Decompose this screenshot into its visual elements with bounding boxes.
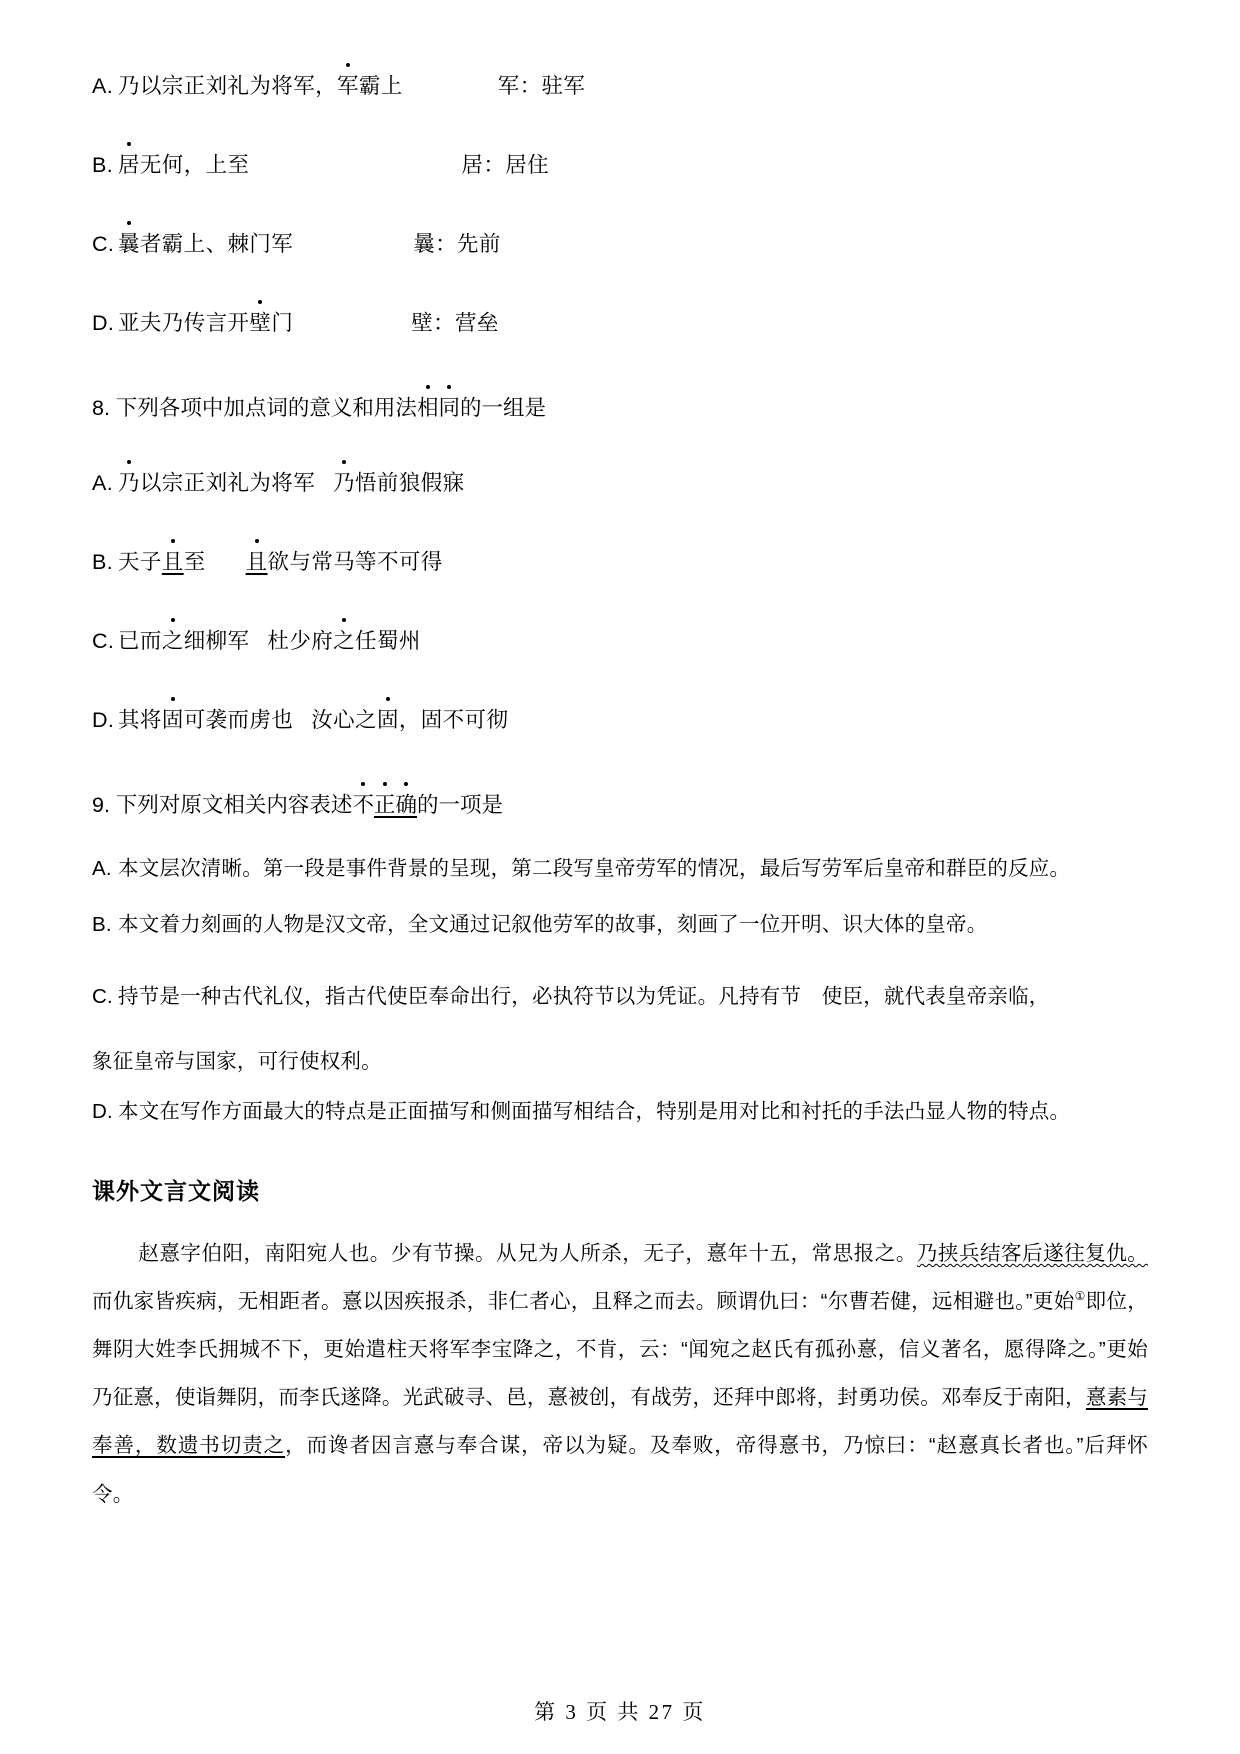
question9-stem-dotted-3: 确: [395, 791, 417, 820]
q8-d-left-pre: 其将: [118, 708, 162, 733]
q8-c-left-pre: 已而: [118, 629, 162, 654]
question8-number: 8.: [92, 396, 110, 421]
option-d-dotted-char: 壁: [249, 309, 271, 338]
passage-segment-4: 即位，舞阴大姓李氏拥城不下，更始遣柱天将军李宝降之，不肯，云：“闻宛之赵氏有孤孙憙，信义著名，愿得降之。”更始乃征憙，使诣舞阴，而李氏遂降。光武破寻、邑，憙被创，有战劳，还拜中郎将，封勇功侯。邓奉反于南阳，: [92, 1289, 1148, 1410]
option-a-text-after: 霸上: [358, 74, 403, 98]
question9-stem-dotted-2: 正: [374, 791, 396, 820]
question7-option-d: [92, 309, 1148, 338]
question7-option-c: [92, 230, 1148, 259]
passage-underlined-segment: 憙素与奉善，数遗书切责之: [92, 1386, 1148, 1458]
passage-footnote-marker: ①: [1074, 1289, 1086, 1304]
question9-option-d: [92, 1097, 1148, 1127]
question9-stem-before: 下列对原文相关内容表述: [115, 793, 353, 818]
q8-b-right-dotted: 且: [246, 548, 268, 577]
question8-option-list: [92, 469, 1148, 735]
question8-stem: [92, 394, 1148, 423]
option-label-d: D.: [92, 311, 115, 336]
passage-segment-1: 赵憙字伯阳，南阳宛人也。少有节操。从兄为人所杀，无子，憙年十五，常思报之。: [138, 1241, 917, 1265]
question9-option-list: [92, 854, 1148, 1127]
question8-stem-before: 下列各项中加点词的意义和用法: [115, 396, 417, 421]
passage-wavy-underlined-segment: 乃挟兵结客后遂往复仇。: [916, 1241, 1148, 1265]
q8-option-label-b: B.: [92, 550, 114, 575]
q9-option-b-text: 本文着力刻画的人物是汉文帝，全文通过记叙他劳军的故事，刻画了一位开明、识大体的皇帝。: [118, 912, 988, 936]
question8-option-c: [92, 627, 1148, 656]
question7-option-list: [92, 72, 1148, 338]
question7-option-a: [92, 72, 1148, 101]
q8-c-left-dotted: 之: [162, 627, 184, 656]
question8-option-d: [92, 706, 1148, 735]
q8-a-left-dotted: 乃: [118, 469, 140, 498]
q8-d-right-pre: 汝心之: [311, 708, 377, 733]
option-c-text-after: 者霸上、棘门军: [139, 232, 294, 257]
q8-option-label-d: D.: [92, 708, 115, 733]
question9-option-b: [92, 910, 1148, 940]
q9-option-d-text: 本文在写作方面最大的特点是正面描写和侧面描写相结合，特别是用对比和衬托的手法凸显人物的特点。: [118, 1100, 1071, 1124]
q8-c-left-rest: 细柳军: [183, 629, 250, 654]
option-b-gloss: 居：居住: [461, 153, 550, 178]
option-d-text-before: 亚夫乃传言开: [118, 311, 250, 336]
option-d-gloss: 壁：营垒: [411, 311, 499, 336]
passage-segment-6: ，而谗者因言憙与奉合谋，帝以为疑。及奉败，帝得憙书，乃惊曰：“赵憙真长者也。”后拜怀令。: [92, 1434, 1148, 1506]
section-heading-extracurricular-classical-reading: [92, 1173, 1148, 1206]
q8-b-left-rest: 至: [183, 550, 206, 575]
option-c-dotted-char: 曩: [118, 230, 140, 259]
q9-option-label-c: C.: [92, 984, 113, 1008]
question8-stem-dotted-2: 同: [438, 394, 460, 423]
q9-option-label-d: D.: [92, 1100, 113, 1124]
question9-stem-after: 的一项是: [416, 793, 503, 818]
q8-option-label-a: A.: [92, 471, 114, 496]
option-label-b: B.: [92, 153, 114, 178]
q8-b-left-dotted: 且: [162, 548, 184, 577]
q9-option-c-text-line2: 象征皇帝与国家，可行使权利。: [92, 1050, 382, 1074]
q8-a-left-rest: 以宗正刘礼为将军: [139, 471, 316, 496]
question9-option-a: [92, 854, 1148, 884]
q9-option-label-b: B.: [92, 912, 112, 936]
option-label-a: A.: [92, 74, 114, 98]
q8-d-right-rest: ，固不可彻: [398, 708, 509, 733]
question8-option-b: [92, 548, 1148, 577]
question9-stem: [92, 791, 1148, 820]
passage-segment-3: 而仇家皆疾病，无相距者。憙以因疾报杀，非仁者心，且释之而去。顾谓仇曰：“尔曹若健，远相避也。”更始: [92, 1289, 1075, 1313]
section-heading-label: 课外文言文阅读: [92, 1177, 260, 1204]
page-footer: [0, 1696, 1240, 1726]
question8-stem-dotted-1: 相: [417, 394, 439, 423]
question9-option-c-continuation: [92, 1047, 1148, 1077]
classical-passage: [92, 1230, 1148, 1519]
q8-option-label-c: C.: [92, 629, 115, 654]
question9-stem-dotted-1: 不: [352, 791, 374, 820]
question8-stem-after: 的一组是: [459, 396, 546, 421]
q8-d-left-rest: 可袭而虏也: [183, 708, 294, 733]
q8-d-left-dotted: 固: [162, 706, 184, 735]
question9-number: 9.: [92, 793, 110, 818]
option-b-text-after: 无何，上至: [139, 153, 250, 178]
q9-option-a-text: 本文层次清晰。第一段是事件背景的呈现，第二段写皇帝劳军的情况，最后写劳军后皇帝和群臣的反应。: [118, 857, 1071, 881]
option-a-text-before: 乃以宗正刘礼为将军，: [118, 74, 338, 98]
option-a-dotted-char: 军: [337, 72, 359, 101]
question8-option-a: [92, 469, 1148, 498]
option-d-text-after: 门: [271, 311, 294, 336]
q8-c-right-dotted: 之: [333, 627, 355, 656]
q8-b-left-pre: 天子: [118, 550, 162, 575]
q9-option-c-text-line1: 持节是一种古代礼仪，指古代使臣奉命出行，必执符节以为凭证。凡持有节 使臣，就代表皇帝亲临，: [118, 984, 1050, 1008]
q9-option-label-a: A.: [92, 857, 112, 881]
q8-c-right-pre: 杜少府: [267, 629, 334, 654]
q8-a-right-rest: 悟前狼假寐: [355, 471, 465, 496]
q8-a-right-dotted: 乃: [333, 469, 355, 498]
option-a-gloss: 军：驻军: [497, 74, 586, 98]
option-label-c: C.: [92, 232, 115, 257]
question9-option-c: [92, 982, 1148, 1012]
page-footer-text: 第 3 页 共 27 页: [534, 1700, 706, 1724]
question7-option-b: [92, 151, 1148, 180]
q8-c-right-rest: 任蜀州: [355, 629, 421, 654]
q8-b-right-rest: 欲与常马等不可得: [267, 550, 443, 575]
option-c-gloss: 曩：先前: [413, 232, 501, 257]
option-b-dotted-char: 居: [118, 151, 140, 180]
q8-d-right-dotted: 固: [377, 706, 399, 735]
